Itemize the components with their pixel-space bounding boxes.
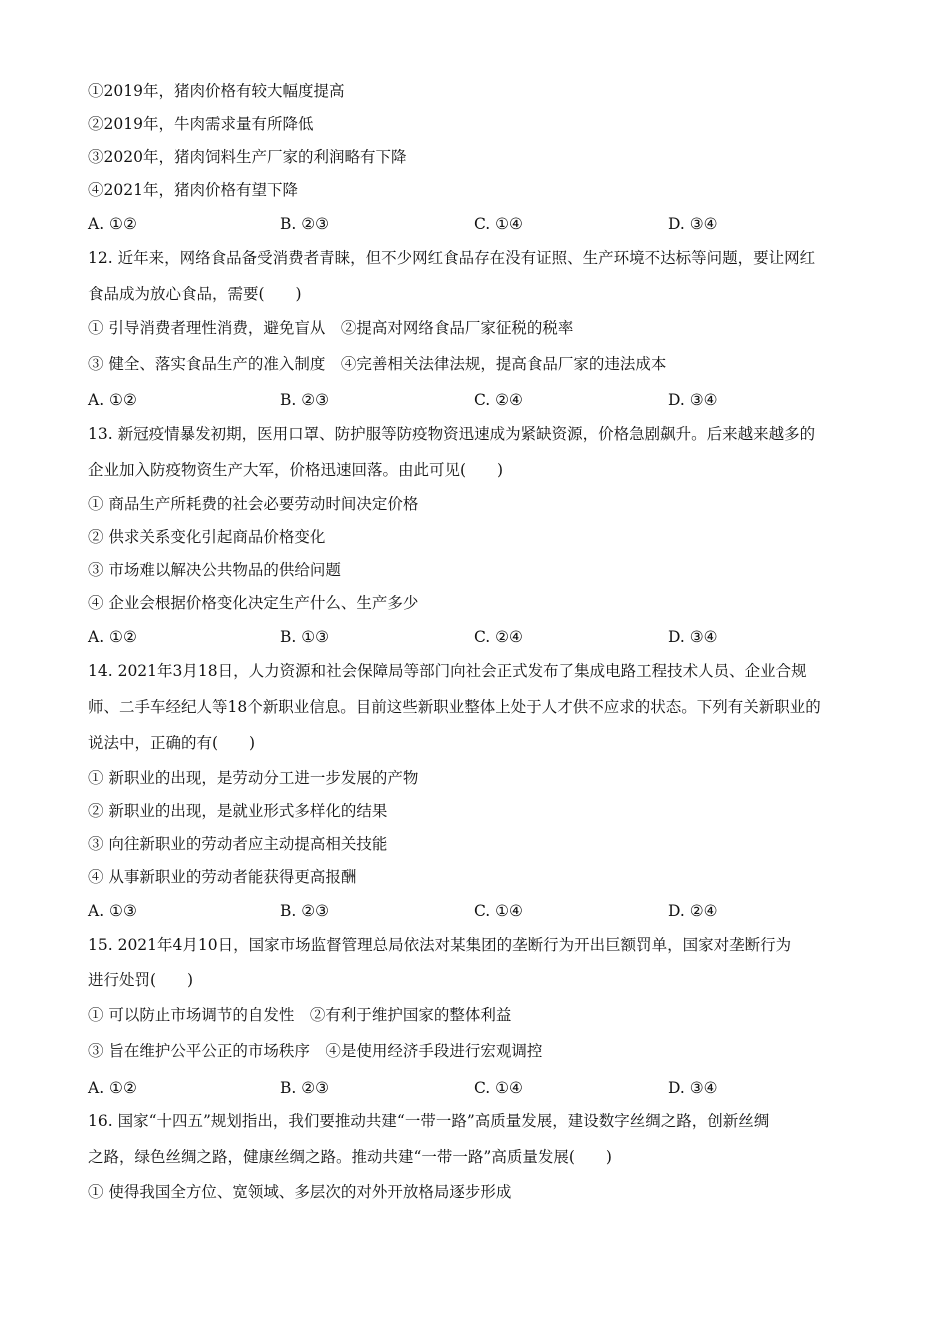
q11-option-b: B. ②③: [280, 215, 330, 233]
q15-statement-line-1: ① 可以防止市场调节的自发性 ②有利于维护国家的整体利益: [88, 1006, 512, 1024]
q14-stem-line-2: 师、二手车经纪人等18个新职业信息。目前这些新职业整体上处于人才供不应求的状态。下列有关新职业的: [88, 698, 821, 716]
q11-statement-3: ③2020年，猪肉饲料生产厂家的利润略有下降: [88, 148, 407, 166]
q13-option-c: C. ②④: [474, 628, 523, 646]
q11-statement-2: ②2019年，牛肉需求量有所降低: [88, 115, 314, 133]
q14-stem-line-3: 说法中，正确的有( ): [88, 734, 256, 752]
q13-stem-line-1: 13. 新冠疫情暴发初期，医用口罩、防护服等防疫物资迅速成为紧缺资源，价格急剧飙升。后来越来越多的: [88, 425, 816, 443]
q14-option-d: D. ②④: [668, 902, 718, 920]
q11-statement-4: ④2021年，猪肉价格有望下降: [88, 181, 298, 199]
q14-options: [88, 901, 868, 921]
q12-option-c: C. ②④: [474, 391, 523, 409]
q14-statement-3: ③ 向往新职业的劳动者应主动提高相关技能: [88, 835, 388, 853]
q16-stem-line-2: 之路，绿色丝绸之路，健康丝绸之路。推动共建“一带一路”高质量发展( ): [88, 1148, 612, 1166]
q14-statement-2: ② 新职业的出现，是就业形式多样化的结果: [88, 802, 388, 820]
q11-option-c: C. ①④: [474, 215, 523, 233]
q13-statement-4: ④ 企业会根据价格变化决定生产什么、生产多少: [88, 594, 419, 612]
q12-statement-line-2: ③ 健全、落实食品生产的准入制度 ④完善相关法律法规，提高食品厂家的违法成本: [88, 355, 667, 373]
q14-option-a: A. ①③: [88, 902, 137, 920]
q15-option-a: A. ①②: [88, 1079, 137, 1097]
q11-option-a: A. ①②: [88, 215, 137, 233]
q13-options: [88, 627, 868, 647]
q12-option-d: D. ③④: [668, 391, 718, 409]
q15-option-b: B. ②③: [280, 1079, 330, 1097]
q12-stem-line-1: 12. 近年来，网络食品备受消费者青睐，但不少网红食品存在没有证照、生产环境不达标等问题，要让网红: [88, 249, 816, 267]
q14-stem-line-1: 14. 2021年3月18日，人力资源和社会保障局等部门向社会正式发布了集成电路工程技术人员、企业合规: [88, 662, 807, 680]
q12-statement-line-1: ① 引导消费者理性消费，避免盲从 ②提高对网络食品厂家征税的税率: [88, 319, 574, 337]
q11-options: [88, 214, 868, 234]
q11-option-d: D. ③④: [668, 215, 718, 233]
q13-stem-line-2: 企业加入防疫物资生产大军，价格迅速回落。由此可见( ): [88, 461, 504, 479]
q13-option-a: A. ①②: [88, 628, 137, 646]
q12-option-b: B. ②③: [280, 391, 330, 409]
q11-statement-1: ①2019年，猪肉价格有较大幅度提高: [88, 82, 345, 100]
q14-statement-4: ④ 从事新职业的劳动者能获得更高报酬: [88, 868, 357, 886]
q15-option-d: D. ③④: [668, 1079, 718, 1097]
q13-option-b: B. ①③: [280, 628, 330, 646]
q16-stem-line-1: 16. 国家“十四五”规划指出，我们要推动共建“一带一路”高质量发展，建设数字丝绸之路，创新丝绸: [88, 1112, 770, 1130]
q15-statement-line-2: ③ 旨在维护公平公正的市场秩序 ④是使用经济手段进行宏观调控: [88, 1042, 543, 1060]
q15-option-c: C. ①④: [474, 1079, 523, 1097]
q14-option-c: C. ①④: [474, 902, 523, 920]
q16-statement-line-1: ① 使得我国全方位、宽领域、多层次的对外开放格局逐步形成: [88, 1183, 512, 1201]
q12-stem-line-2: 食品成为放心食品，需要( ): [88, 285, 302, 303]
q12-options: [88, 390, 868, 410]
q12-option-a: A. ①②: [88, 391, 137, 409]
q15-stem-line-1: 15. 2021年4月10日，国家市场监督管理总局依法对某集团的垄断行为开出巨额罚单，国家对垄断行为: [88, 936, 792, 954]
q14-statement-1: ① 新职业的出现，是劳动分工进一步发展的产物: [88, 769, 419, 787]
q15-stem-line-2: 进行处罚( ): [88, 971, 194, 989]
q13-option-d: D. ③④: [668, 628, 718, 646]
q14-option-b: B. ②③: [280, 902, 330, 920]
q15-options: [88, 1078, 868, 1098]
q13-statement-3: ③ 市场难以解决公共物品的供给问题: [88, 561, 341, 579]
q13-statement-1: ① 商品生产所耗费的社会必要劳动时间决定价格: [88, 495, 419, 513]
q13-statement-2: ② 供求关系变化引起商品价格变化: [88, 528, 326, 546]
